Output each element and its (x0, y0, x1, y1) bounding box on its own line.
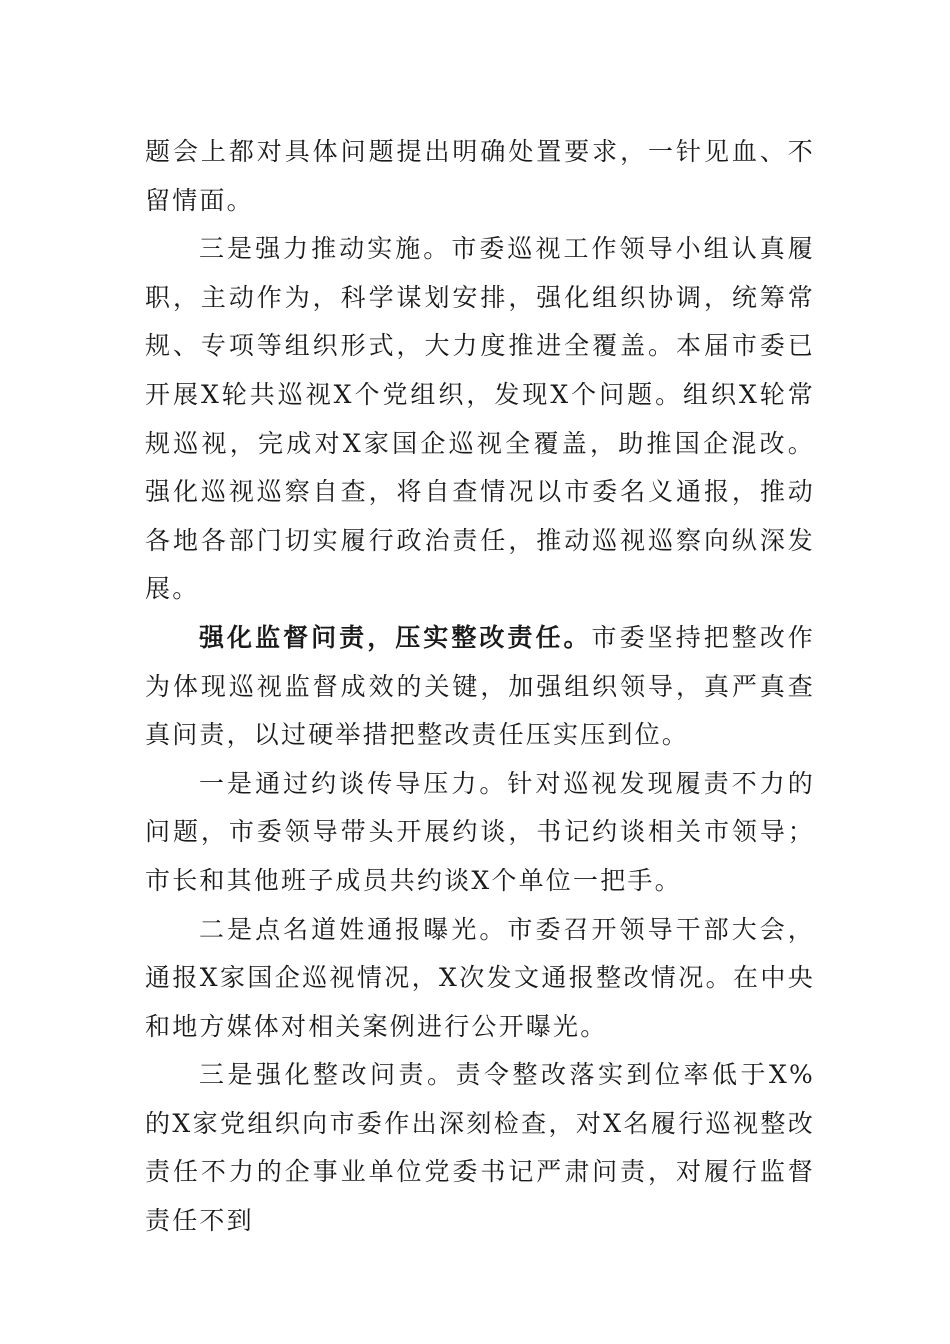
paragraph-6 (145, 1051, 815, 1245)
paragraph-3-text: 市委坚持把整改作为体现巡视监督成效的关键，加强组织领导，真严真查真问责，以过硬举措把整改责任压实压到位。 (145, 622, 815, 750)
paragraph-1-text: 题会上都对具体问题提出明确处置要求，一针见血、不留情面。 (145, 137, 815, 215)
document-body (145, 128, 815, 1246)
paragraph-4-text: 一是通过约谈传导压力。针对巡视发现履责不力的问题，市委领导带头开展约谈，书记约谈相关市领导；市长和其他班子成员共约谈X个单位一把手。 (145, 768, 815, 895)
paragraph-6-text: 三是强化整改问责。责令整改落实到位率低于X%的X家党组织向市委作出深刻检查，对X名履行巡视整改责任不力的企事业单位党委书记严肃问责，对履行监督责任不到 (145, 1060, 815, 1236)
paragraph-5-text: 二是点名道姓通报曝光。市委召开领导干部大会，通报X家国企巡视情况，X次发文通报整改情况。在中央和地方媒体对相关案例进行公开曝光。 (145, 914, 815, 1041)
paragraph-4 (145, 760, 815, 906)
paragraph-5 (145, 906, 815, 1052)
paragraph-2 (145, 225, 815, 614)
paragraph-3 (145, 614, 815, 760)
paragraph-1 (145, 128, 815, 225)
paragraph-2-text: 三是强力推动实施。市委巡视工作领导小组认真履职，主动作为，科学谋划安排，强化组织协调，统筹常规、专项等组织形式，大力度推进全覆盖。本届市委已开展X轮共巡视X个党组织，发现X个问题。组织X轮常规巡视，完成对X家国企巡视全覆盖，助推国企混改。强化巡视巡察自查，将自查情况以市委名义通报，推动各地各部门切实履行政治责任，推动巡视巡察向纵深发展。 (145, 234, 815, 604)
paragraph-3-heading: 强化监督问责，压实整改责任。 (199, 622, 592, 652)
